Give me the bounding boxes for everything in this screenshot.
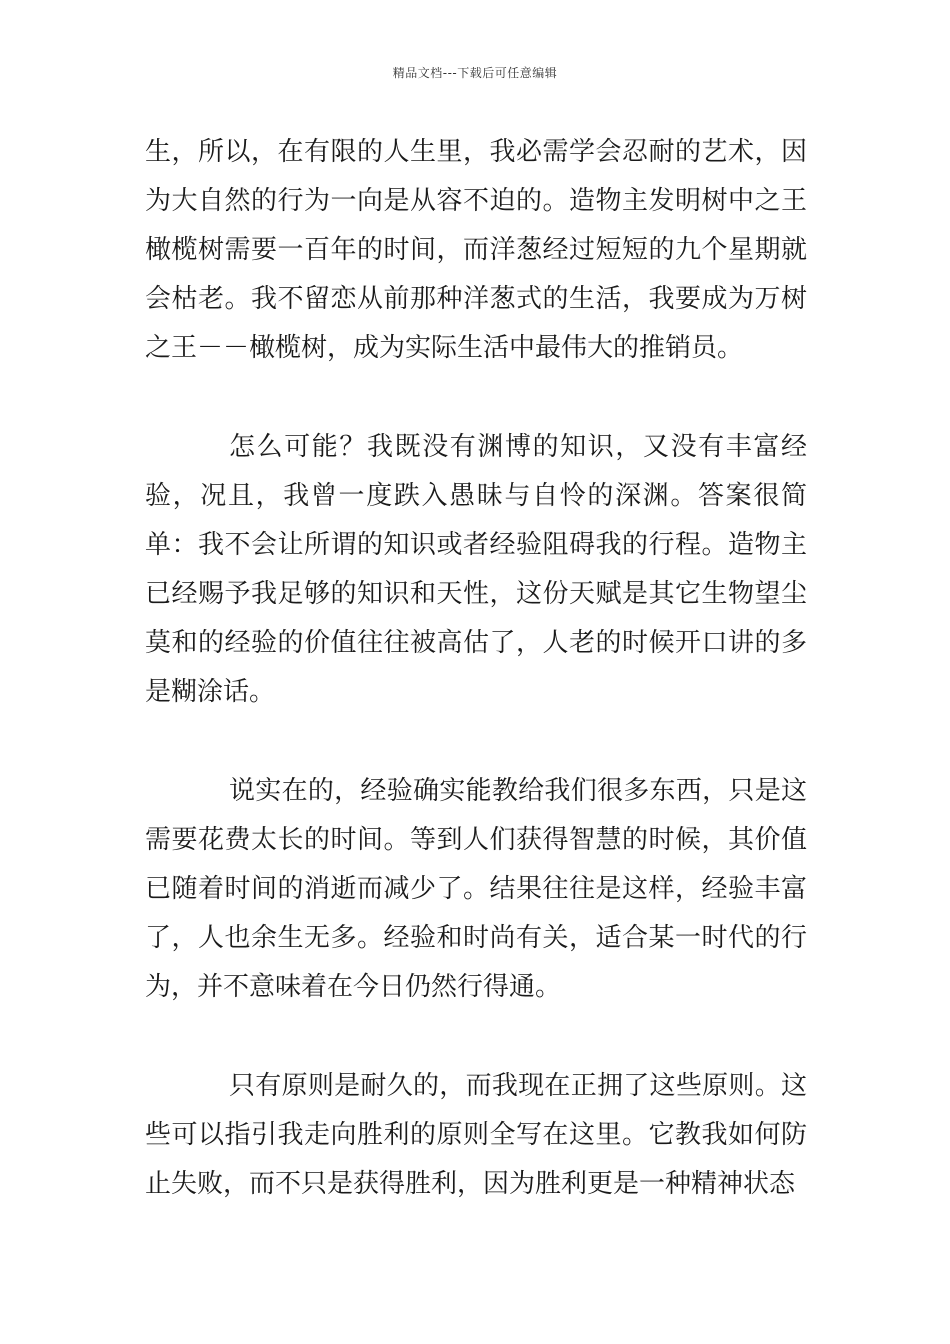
paragraph-spacer xyxy=(145,1012,807,1062)
document-body xyxy=(145,128,807,1209)
page-header: 精品文档---下载后可任意编辑 xyxy=(392,66,558,80)
paragraph-spacer xyxy=(145,717,807,767)
paragraph-3: 说实在的，经验确实能教给我们很多东西，只是这需要花费太长的时间。等到人们获得智慧的时候，其价值已随着时间的消逝而减少了。结果往往是这样，经验丰富了，人也余生无多。经验和时尚有关，适合某一时代的行为，并不意味着在今日仍然行得通。 xyxy=(145,776,807,1002)
paragraph-1: 生，所以，在有限的人生里，我必需学会忍耐的艺术，因为大自然的行为一向是从容不迫的。造物主发明树中之王橄榄树需要一百年的时间，而洋葱经过短短的九个星期就会枯老。我不留恋从前那种洋葱式的生活，我要成为万树之王－－橄榄树，成为实际生活中最伟大的推销员。 xyxy=(145,137,807,363)
paragraph-4: 只有原则是耐久的，而我现在正拥了这些原则。这些可以指引我走向胜利的原则全写在这里。它教我如何防止失败，而不只是获得胜利，因为胜利更是一种精神状态 xyxy=(145,1071,807,1199)
paragraph-2: 怎么可能？我既没有渊博的知识，又没有丰富经验，况且，我曾一度跌入愚昧与自怜的深渊。答案很简单：我不会让所谓的知识或者经验阻碍我的行程。造物主已经赐予我足够的知识和天性，这份天赋是其它生物望尘莫和的经验的价值往往被高估了，人老的时候开口讲的多是糊涂话。 xyxy=(145,432,807,707)
paragraph-spacer xyxy=(145,373,807,423)
